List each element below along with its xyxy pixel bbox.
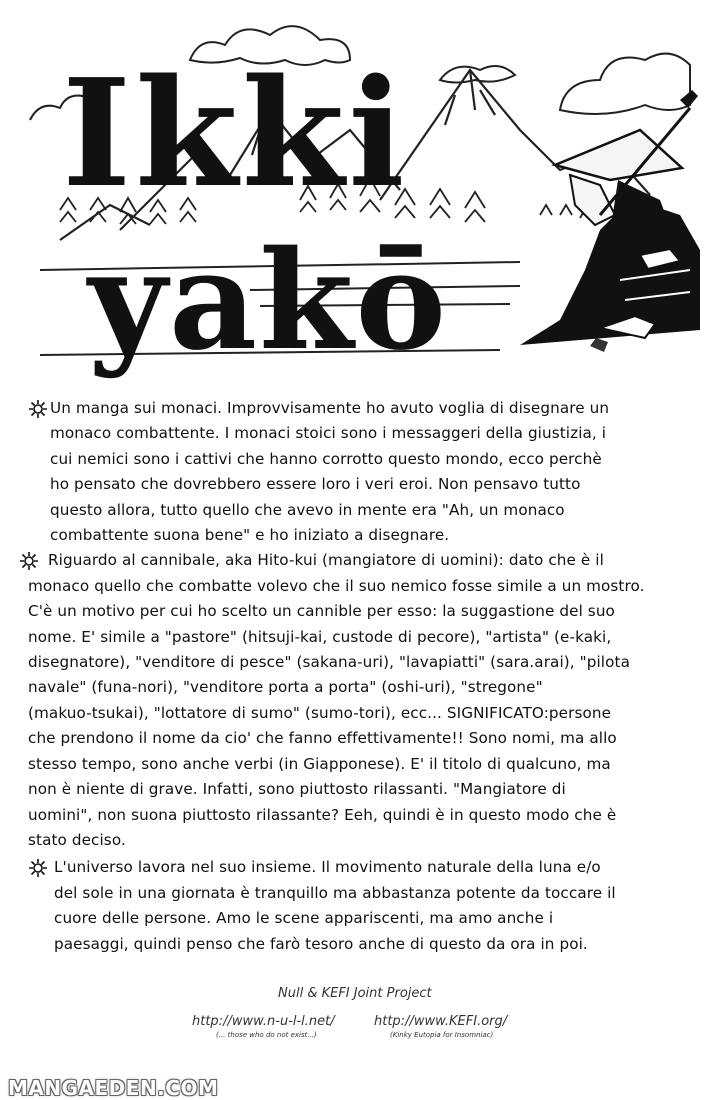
paragraph-line: stato deciso. [28,830,126,849]
paragraph-line: cuore delle persone. Amo le scene appariscenti, ma amo anche i [54,909,554,928]
null-tagline: (... those who do not exist...) [216,1031,317,1039]
sun-flower-icon [28,399,48,419]
paragraph-line: Riguardo al cannibale, aka Hito-kui (mangiatore di uomini): dato che è il [48,551,604,570]
paragraph-universe [28,855,688,957]
paragraph-line: stesso tempo, sono anche verbi (in Giapponese). E' il titolo di qualcuno, ma [28,754,611,773]
paragraph-line: navale" (funa-nori), "venditore porta a porta" (oshi-uri), "stregone" [28,678,543,697]
kefi-site-link[interactable]: http://www.KEFI.org/ [374,1014,508,1029]
body-text [28,396,688,957]
paragraph-line: monaco combattente. I monaci stoici sono i messaggeri della giustizia, i [50,424,607,443]
paragraph-line: Un manga sui monaci. Improvvisamente ho avuto voglia di disegnare un [50,399,610,417]
sun-flower-icon [28,858,48,878]
paragraph-line: disegnatore), "venditore di pesce" (sakana-uri), "lavapiatti" (sara.arai), "pilota [28,653,630,672]
paragraph-line: cui nemici sono i cattivi che hanno corrotto questo mondo, ecco perchè [50,449,602,468]
paragraph-line: (makuo-tsukai), "lottatore di sumo" (sumo-tori), ecc... SIGNIFICATO:persone [28,703,612,722]
paragraph-line: non è niente di grave. Infatti, sono piuttosto rilassanti. "Mangiatore di [28,780,566,799]
paragraph-line: questo allora, tutto quello che avevo in mente era "Ah, un monaco [50,500,565,519]
title-line-2: yakō [88,221,449,380]
monk-figure [520,90,700,352]
paragraph-line: nome. E' simile a "pastore" (hitsuji-kai, custode di pecore), "artista" (e-kaki, [28,627,612,646]
paragraph-line: del sole in una giornata è tranquillo ma abbastanza potente da toccare il [54,883,616,902]
credits-title: Null & KEFI Joint Project [278,986,432,1001]
paragraph-line: combattente suona bene" e ho iniziato a disegnare. [50,526,450,545]
null-site-link[interactable]: http://www.n-u-l-l.net/ [192,1014,335,1029]
paragraph-cannibal [28,548,688,853]
title-line-1: Ikki [62,46,409,220]
paragraph-monks [28,396,688,548]
paragraph-line: che prendono il nome da cio' che fanno effettivamente!! Sono nomi, ma allo [28,729,617,748]
paragraph-line: monaco quello che combatte volevo che il suo nemico fosse simile a un mostro. [28,576,645,595]
paragraph-line: L'universo lavora nel suo insieme. Il movimento naturale della luna e/o [54,858,601,877]
paragraph-line: C'è un motivo per cui ho scelto un cannible per esso: la suggastione del suo [28,602,615,621]
paragraph-line: paesaggi, quindi penso che farò tesoro anche di questo da ora in poi. [54,934,588,953]
kefi-tagline: (Kinky Eutopia for Insomniac) [390,1031,494,1039]
title-illustration [0,0,706,380]
watermark: MANGAEDEN.COM [8,1076,219,1100]
paragraph-line: uomini", non suona piuttosto rilassante? Eeh, quindi è in questo modo che è [28,805,617,824]
credits-block [0,986,706,1046]
paragraph-line: ho pensato che dovrebbero essere loro i veri eroi. Non pensavo tutto [50,475,581,494]
sun-flower-icon [19,551,39,571]
